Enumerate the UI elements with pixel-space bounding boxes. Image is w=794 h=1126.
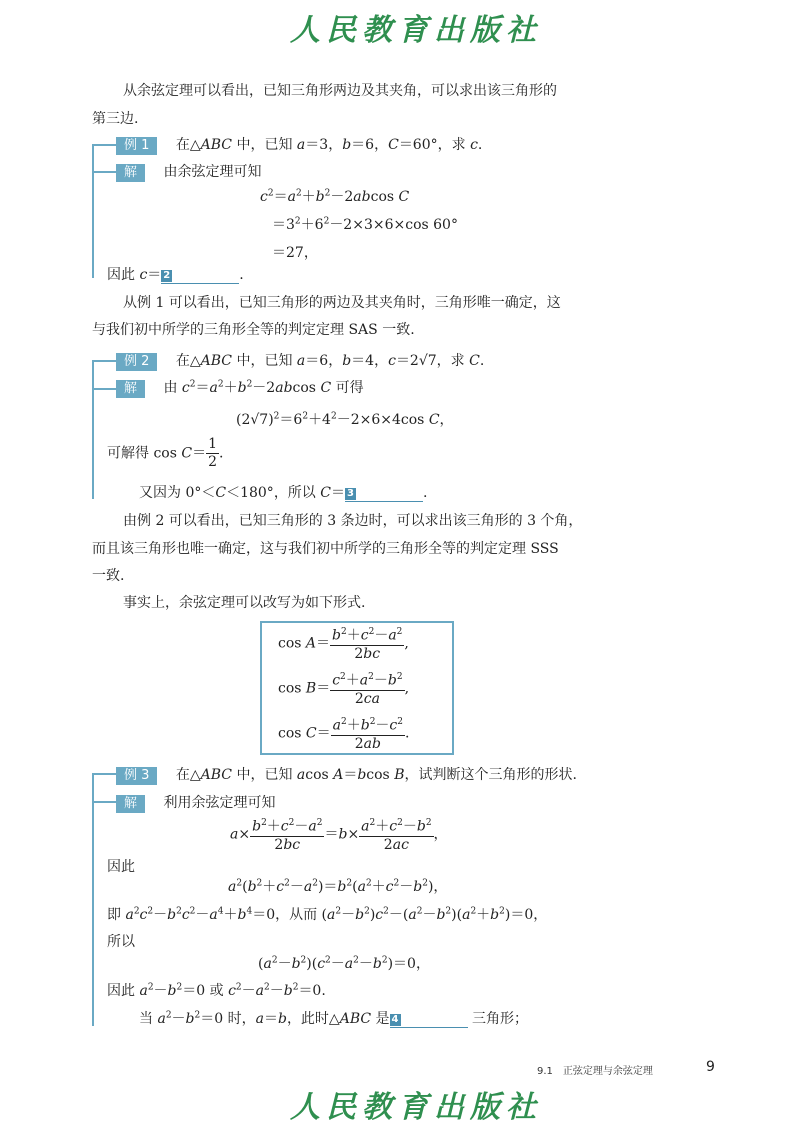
answer-blank-2[interactable]: 2	[161, 267, 239, 284]
example-1-solution-intro: 由余弦定理可知	[163, 164, 262, 180]
example-2-tag: 例 2	[116, 353, 157, 371]
example-1-formula-2: $=3^2+6^2-2\times 3\times 6\times\cos$ 60°	[272, 216, 458, 233]
example-3-solution-tag: 解	[116, 795, 145, 813]
example-3-formula-2: $a^2(b^2+c^2-a^2)=b^2(a^2+c^2-b^2)$，	[228, 878, 448, 895]
answer-blank-4[interactable]: 4	[390, 1011, 468, 1028]
answer-blank-3[interactable]: 3	[345, 485, 423, 502]
example-2-formula: $(2√7)^2=6^2+4^2-2\times 6\times 4\cos$ C，	[236, 411, 454, 428]
example-3-formula-1: a× $\frac{b^2+c^2-a^2}{2bc}$ ＝b× $\frac{a^2+c^2-b^2}{2ac}$ ，	[230, 815, 448, 854]
para3-line-1: 由例 2 可以看出，已知三角形的 3 条边时，可以求出该三角形的 3 个角，	[123, 513, 583, 529]
box-formula-cos-b: cos B＝ $\frac{c^2+a^2-b^2}{2ca}$ ,	[278, 669, 409, 708]
example-1-heading: 例 1 在△ABC 中，已知 a＝3，b＝6，C＝60°，求 c.	[116, 134, 482, 155]
box-formula-cos-c: cos C＝ $\frac{a^2+b^2-c^2}{2ab}$ .	[278, 714, 409, 753]
box-formula-cos-a: cos A＝ $\frac{b^2+c^2-a^2}{2bc}$ ,	[278, 624, 409, 663]
para2-line-1: 从例 1 可以看出，已知三角形的两边及其夹角时，三角形唯一确定，这	[123, 295, 561, 311]
example-1-bracket	[92, 145, 94, 278]
example-2-result: 可解得 cos C＝ $\frac{1}{2}$ .	[107, 436, 224, 470]
intro-line-2: 第三边.	[92, 111, 139, 127]
example-2-solution-tag: 解	[116, 380, 145, 398]
example-1-formula-1: $c^2=a^2+b^2-2abcos$ C	[260, 188, 410, 205]
para3-line-2: 而且该三角形也唯一确定，这与我们初中所学的三角形全等的判定定理 SSS	[92, 541, 559, 557]
example-3-so-label: 所以	[107, 934, 135, 950]
example-1-conclusion: 因此 c＝ 2 .	[107, 267, 244, 283]
para2-line-2: 与我们初中所学的三角形全等的判定定理 SAS 一致.	[92, 322, 415, 338]
example-2-bracket	[92, 361, 94, 499]
example-1-tag: 例 1	[116, 137, 157, 155]
intro-line-1: 从余弦定理可以看出，已知三角形两边及其夹角，可以求出该三角形的	[123, 83, 557, 99]
example-3-heading: 例 3 在△ABC 中，已知 acos A＝bcos B，试判断这个三角形的形状.	[116, 764, 577, 785]
example-3-case-1: 当 $a^2-b^2=0$ 时，a＝b，此时△ABC 是 4 三角形；	[139, 1010, 528, 1027]
para3-line-3: 一致.	[92, 568, 125, 584]
example-2-solution-line: 解 由 $c^2=a^2+b^2-2abcos$ C 可得	[116, 377, 364, 398]
example-3-formula-4: $(a^2-b^2)(c^2-a^2-b^2)=0$，	[258, 955, 430, 972]
example-3-tag: 例 3	[116, 767, 157, 785]
para4-text: 事实上，余弦定理可以改写为如下形式.	[123, 595, 366, 611]
example-3-formula-5: 因此 $a^2-b^2=0$ 或 $c^2-a^2-b^2=0$.	[107, 982, 326, 999]
example-1-formula-3: ＝27，	[272, 245, 318, 261]
example-3-solution-line	[116, 792, 275, 813]
example-2-conclusion: 又因为 0°＜C＜180°，所以 C＝ 3 .	[139, 485, 428, 501]
example-3-bracket	[92, 774, 94, 1026]
publisher-logo-top: 人民教育出版社	[290, 13, 542, 48]
example-3-therefore-1: 因此	[107, 859, 135, 875]
example-1-solution-line	[116, 161, 261, 182]
page-number: 9	[706, 1059, 715, 1075]
example-3-formula-3: 即 $a^2c^2-b^2c^2-a^4+b^4=0$，从而 $(a^2-b^2)c^2-(a^2-b^2)(a^2+b^2)=0$，	[107, 906, 548, 923]
footer-section-title: 9.1 正弦定理与余弦定理	[537, 1066, 653, 1077]
example-2-heading: 例 2 在△ABC 中，已知 a＝6，b＝4，c＝2√7，求 C.	[116, 350, 484, 371]
example-3-solution-intro: 利用余弦定理可知	[163, 795, 276, 811]
publisher-logo-bottom: 人民教育出版社	[290, 1090, 542, 1125]
example-1-solution-tag: 解	[116, 164, 145, 182]
